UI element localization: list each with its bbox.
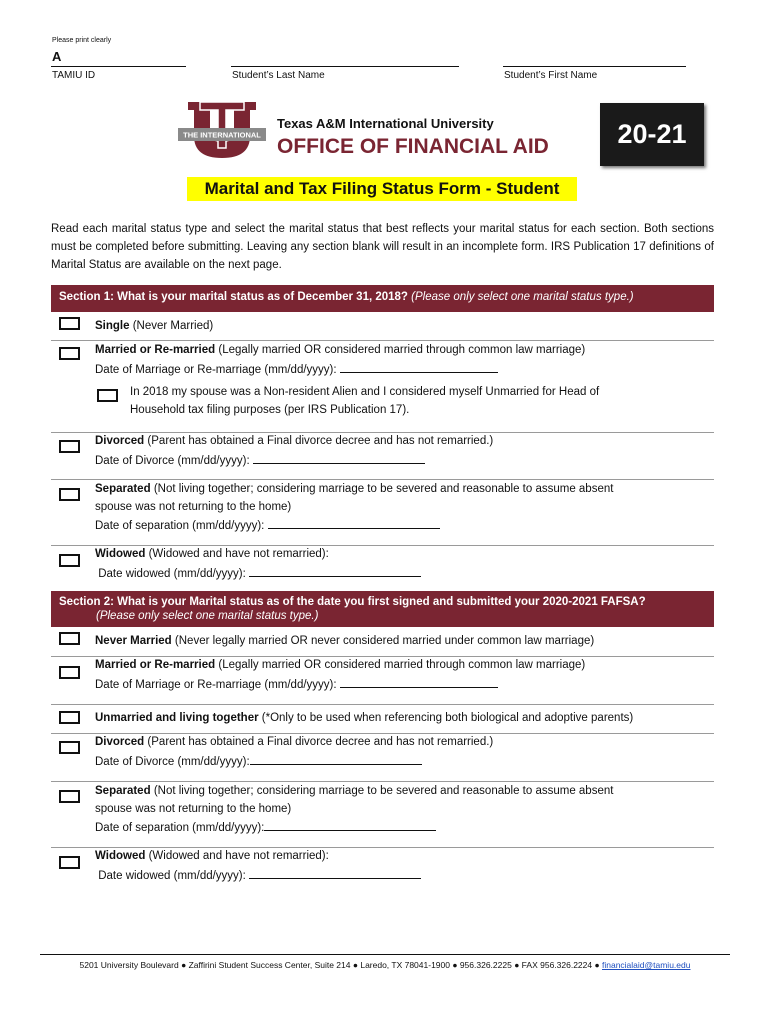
s2-marriage-date-field[interactable] [340, 675, 498, 688]
s2-separated-row: Separated (Not living together; considering marriage to be severed and reasonable to assume absent spouse was not returning to the home) Date of separation (mm/dd/yyyy): [51, 782, 714, 848]
s2-widowed-row: Widowed (Widowed and have not remarried): Date widowed (mm/dd/yyyy): [51, 848, 714, 894]
s1-single-checkbox[interactable] [59, 317, 80, 330]
s1-separated-checkbox[interactable] [59, 488, 80, 501]
last-name-label: Student’s Last Name [232, 70, 325, 81]
intro-text: Read each marital status type and select the marital status that best reflects your marital status for each section. Both sections must be completed before submitting. Leaving any section blank will result in an incomplete form. IRS Publication 17 definitions of Marital Status are available on the next page. [51, 223, 714, 271]
s1-separation-date-field[interactable] [268, 516, 440, 529]
s2-separation-date-field[interactable] [264, 818, 436, 831]
s2-never-married-row: Never Married (Never legally married OR never considered married under common law marriage) [51, 627, 714, 657]
id-prefix: A [52, 49, 62, 64]
s1-widowed-row: Widowed (Widowed and have not remarried): Date widowed (mm/dd/yyyy): [51, 546, 714, 591]
s2-widowed-date-field[interactable] [249, 866, 421, 879]
first-name-label: Student’s First Name [504, 70, 598, 81]
tamiu-logo-icon [178, 100, 266, 162]
s1-marriage-date-field[interactable] [340, 360, 498, 373]
tamiu-id-label: TAMIU ID [52, 70, 96, 81]
footer-email-link[interactable]: financialaid@tamiu.edu [601, 960, 691, 970]
office-title: OFFICE OF FINANCIAL AID [277, 135, 549, 158]
footer [40, 960, 730, 970]
s1-married-row: Married or Re-married (Legally married OR considered married through common law marriage) Date of Marriage or Re-marriage (mm/dd/yyyy): In 2018 my spouse was a Non-resident Alien and I considered myself Unmarried for Head of Household tax filing purposes (per IRS Publication 17). [51, 341, 714, 433]
s2-divorce-date-field[interactable] [250, 752, 422, 765]
s2-widowed-checkbox[interactable] [59, 856, 80, 869]
form-title: Marital and Tax Filing Status Form - Student [187, 177, 577, 201]
university-name: Texas A&M International University [277, 116, 494, 131]
s2-never-married-checkbox[interactable] [59, 632, 80, 645]
s2-divorced-row: Divorced (Parent has obtained a Final divorce decree and has not remarried.) Date of Divorce (mm/dd/yyyy): [51, 734, 714, 782]
s1-married-checkbox[interactable] [59, 347, 80, 360]
logo-text: THE INTERNATIONAL [183, 130, 261, 140]
section2-header: Section 2: What is your Marital status as of the date you first signed and submitted your 2020-2021 FAFSA? (Please only select one marital status type.) [51, 591, 714, 627]
s2-married-row: Married or Re-married (Legally married OR considered married through common law marriage) Date of Marriage or Re-marriage (mm/dd/yyyy): [51, 657, 714, 705]
s2-married-checkbox[interactable] [59, 666, 80, 679]
s2-divorced-checkbox[interactable] [59, 741, 80, 754]
s1-divorced-checkbox[interactable] [59, 440, 80, 453]
s2-unmarried-row: Unmarried and living together (*Only to be used when referencing both biological and adoptive parents) [51, 705, 714, 734]
s1-widowed-checkbox[interactable] [59, 554, 80, 567]
section1-header: Section 1: What is your marital status as of December 31, 2018? (Please only select one marital status type.) [51, 285, 714, 312]
s1-nonresident-checkbox[interactable] [97, 389, 118, 402]
first-name-field[interactable] [503, 51, 686, 67]
tamiu-id-field[interactable] [51, 51, 186, 67]
year-badge: 20-21 [600, 103, 704, 166]
footer-divider [40, 954, 730, 955]
last-name-field[interactable] [231, 51, 459, 67]
print-note: Please print clearly [52, 37, 112, 44]
s1-divorce-date-field[interactable] [253, 451, 425, 464]
s1-widowed-date-field[interactable] [249, 564, 421, 577]
s1-single-row: Single (Never Married) [51, 312, 714, 341]
s2-unmarried-checkbox[interactable] [59, 711, 80, 724]
footer-address: 5201 University Boulevard ● Zaffirini Student Success Center, Suite 214 ● Laredo, TX 78041-1900 ● 956.326.2225 ● FAX 956.326.2224 ● [79, 960, 600, 970]
s1-separated-row: Separated (Not living together; considering marriage to be severed and reasonable to assume absent spouse was not returning to the home) Date of separation (mm/dd/yyyy): [51, 480, 714, 546]
s1-divorced-row: Divorced (Parent has obtained a Final divorce decree and has not remarried.) Date of Divorce (mm/dd/yyyy): [51, 433, 714, 480]
s2-separated-checkbox[interactable] [59, 790, 80, 803]
